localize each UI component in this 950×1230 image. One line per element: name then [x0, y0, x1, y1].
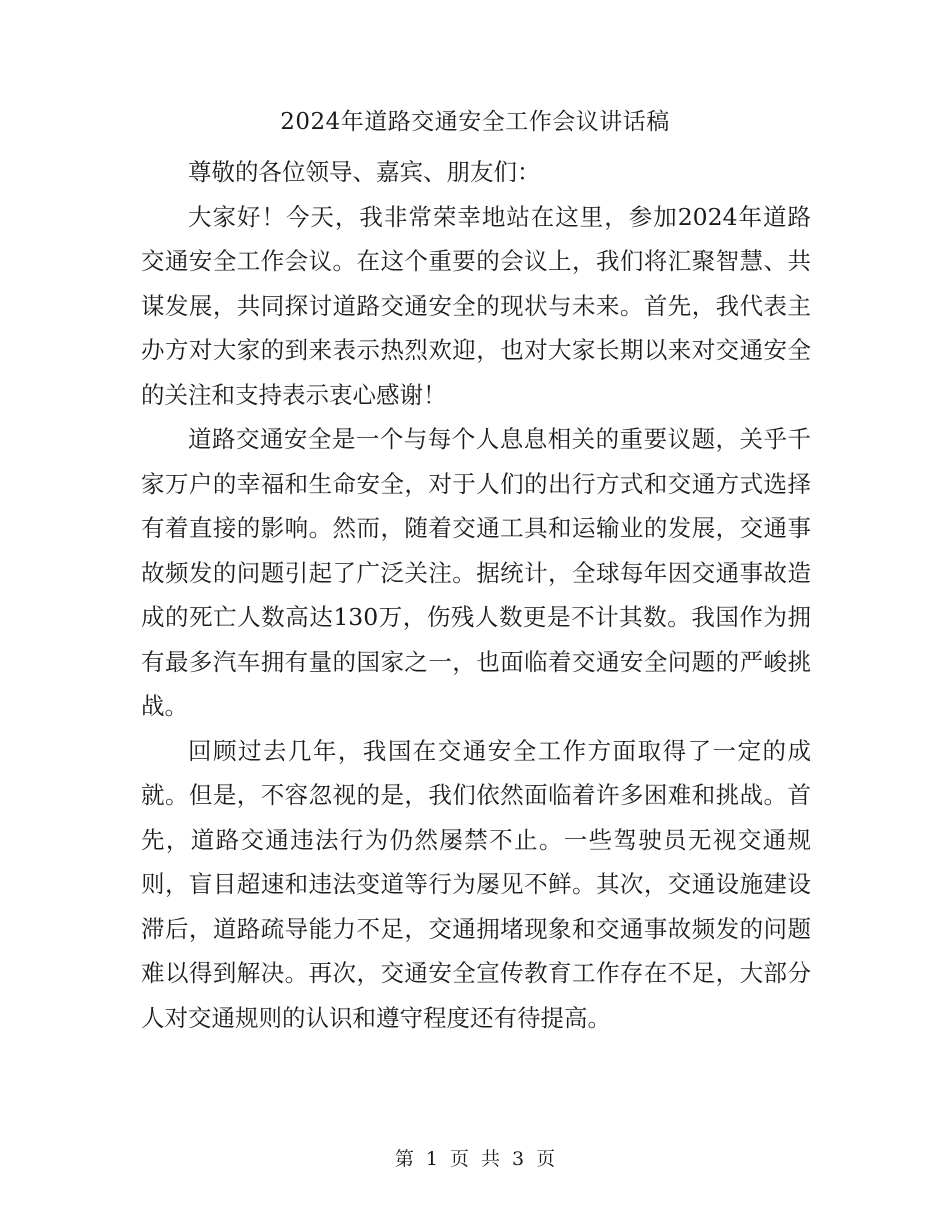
document-title: 2024年道路交通安全工作会议讲话稿 — [280, 109, 670, 135]
body-paragraph: 大家好！今天，我非常荣幸地站在这里，参加2024年道路交通安全工作会议。在这个重要的会议上，我们将汇聚智慧、共谋发展，共同探讨道路交通安全的现状与未来。首先，我代表主办方对大家的到来表示热烈欢迎，也对大家长期以来对交通安全的关注和支持表示衷心感谢！ — [141, 202, 811, 409]
body-paragraph: 回顾过去几年，我国在交通安全工作方面取得了一定的成就。但是，不容忽视的是，我们依然面临着许多困难和挑战。首先，道路交通违法行为仍然屡禁不止。一些驾驶员无视交通规则，盲目超速和违法变道等行为屡见不鲜。其次，交通设施建设滞后，道路疏导能力不足，交通拥堵现象和交通事故频发的问题难以得到解决。再次，交通安全宣传教育工作存在不足，大部分人对交通规则的认识和遵守程度还有待提高。 — [141, 736, 811, 1032]
page-number-footer: 第 1 页 共 3 页 — [394, 1148, 556, 1170]
body-paragraph: 道路交通安全是一个与每个人息息相关的重要议题，关乎千家万户的幸福和生命安全，对于人们的出行方式和交通方式选择有着直接的影响。然而，随着交通工具和运输业的发展，交通事故频发的问题引起了广泛关注。据统计，全球每年因交通事故造成的死亡人数高达130万，伤残人数更是不计其数。我国作为拥有最多汽车拥有量的国家之一，也面临着交通安全问题的严峻挑战。 — [141, 425, 811, 720]
greeting-paragraph: 尊敬的各位领导、嘉宾、朋友们： — [188, 158, 541, 186]
document-body — [141, 150, 811, 1040]
